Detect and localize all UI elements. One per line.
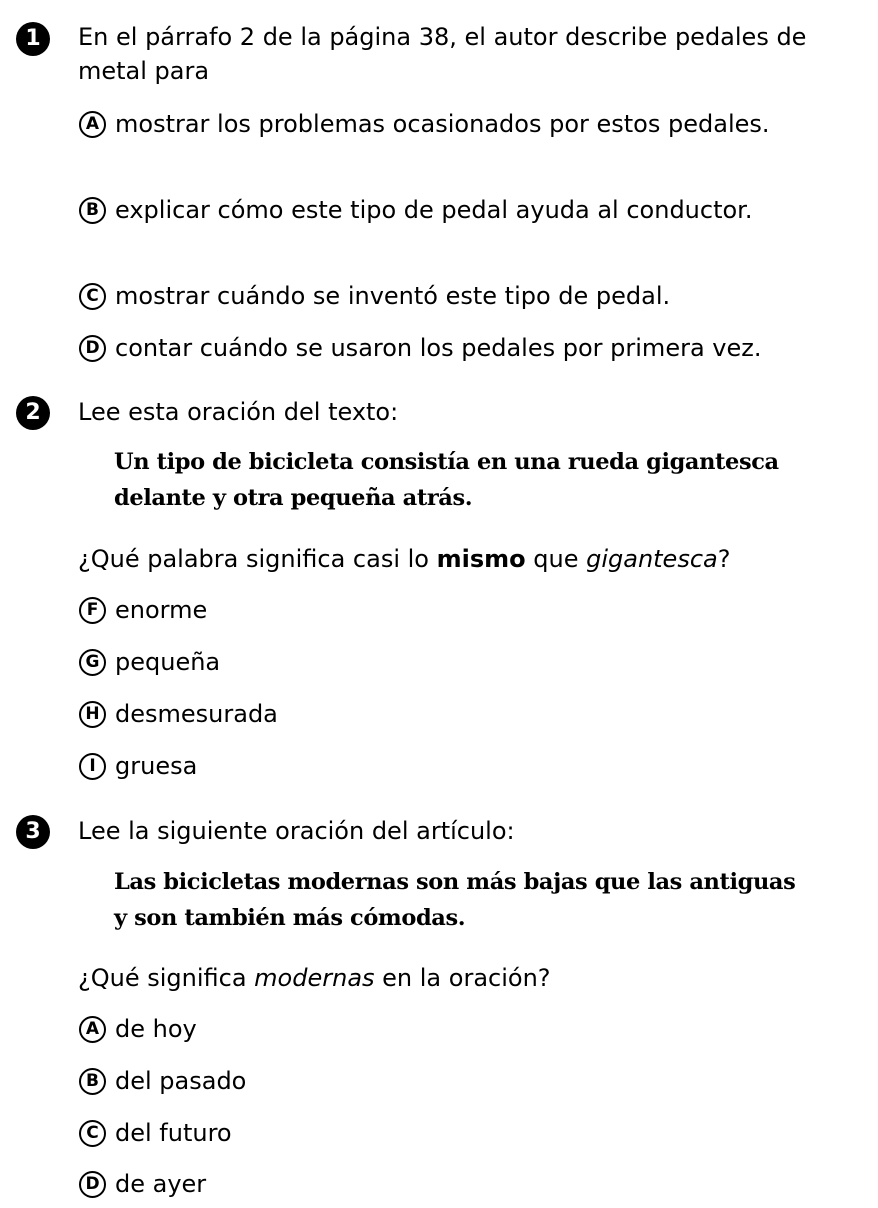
option-text: del futuro — [115, 1119, 232, 1147]
option-letter: B — [79, 197, 106, 224]
question-3-option-a[interactable] — [79, 1013, 799, 1045]
prompt-italic-word: gigantesca — [586, 545, 718, 573]
prompt-bold-word: mismo — [436, 545, 526, 573]
option-letter: G — [79, 649, 106, 676]
option-text: gruesa — [115, 752, 198, 780]
option-text: de ayer — [115, 1170, 207, 1198]
question-2-quote: Un tipo de bicicleta consistía en una rueda gigantesca delante y otra pequeña atrás. — [114, 449, 779, 511]
question-1-option-b[interactable] — [79, 194, 799, 226]
question-1-option-c[interactable] — [79, 280, 799, 312]
option-letter: F — [79, 597, 106, 624]
question-3-prompt — [78, 961, 858, 995]
option-letter: D — [79, 335, 106, 362]
question-2-option-f[interactable] — [79, 594, 799, 626]
prompt-text: ¿Qué palabra significa casi lo — [78, 545, 437, 573]
option-text: explicar cómo este tipo de pedal ayuda al conductor. — [115, 196, 753, 224]
option-letter: A — [79, 111, 106, 138]
option-text: contar cuándo se usaron los pedales por primera vez. — [115, 334, 762, 362]
question-3-option-c[interactable] — [79, 1117, 799, 1149]
option-text: desmesurada — [115, 700, 278, 728]
question-3-stem: Lee la siguiente oración del artículo: — [78, 817, 515, 845]
question-3-quote: Las bicicletas modernas son más bajas que las antiguas y son también más cómodas. — [114, 869, 796, 931]
question-3-option-d[interactable] — [79, 1168, 799, 1200]
question-2-option-i[interactable] — [79, 750, 799, 782]
option-text: mostrar cuándo se inventó este tipo de pedal. — [115, 282, 671, 310]
question-1-stem: En el párrafo 2 de la página 38, el autor describe pedales de metal para — [78, 23, 807, 85]
option-letter: B — [79, 1068, 106, 1095]
option-text: del pasado — [115, 1067, 247, 1095]
prompt-text: ? — [717, 545, 731, 573]
question-number-3: 3 — [16, 815, 50, 849]
option-text: mostrar los problemas ocasionados por estos pedales. — [115, 110, 770, 138]
option-text: de hoy — [115, 1015, 197, 1043]
question-2-option-h[interactable] — [79, 698, 799, 730]
question-number-2: 2 — [16, 396, 50, 430]
prompt-text: que — [525, 545, 587, 573]
question-number-1: 1 — [16, 22, 50, 56]
question-1-option-a[interactable] — [79, 108, 799, 140]
option-text: enorme — [115, 596, 208, 624]
option-letter: C — [79, 283, 106, 310]
prompt-text: en la oración? — [374, 964, 551, 992]
option-letter: C — [79, 1120, 106, 1147]
question-2-prompt — [78, 542, 858, 576]
option-letter: H — [79, 701, 106, 728]
option-letter: A — [79, 1016, 106, 1043]
prompt-text: ¿Qué significa — [78, 964, 255, 992]
option-letter: D — [79, 1171, 106, 1198]
question-1-option-d[interactable] — [79, 332, 799, 364]
prompt-italic-word: modernas — [254, 964, 375, 992]
question-2-stem: Lee esta oración del texto: — [78, 398, 399, 426]
question-2-option-g[interactable] — [79, 646, 799, 678]
question-3-option-b[interactable] — [79, 1065, 799, 1097]
option-text: pequeña — [115, 648, 221, 676]
option-letter: I — [79, 753, 106, 780]
